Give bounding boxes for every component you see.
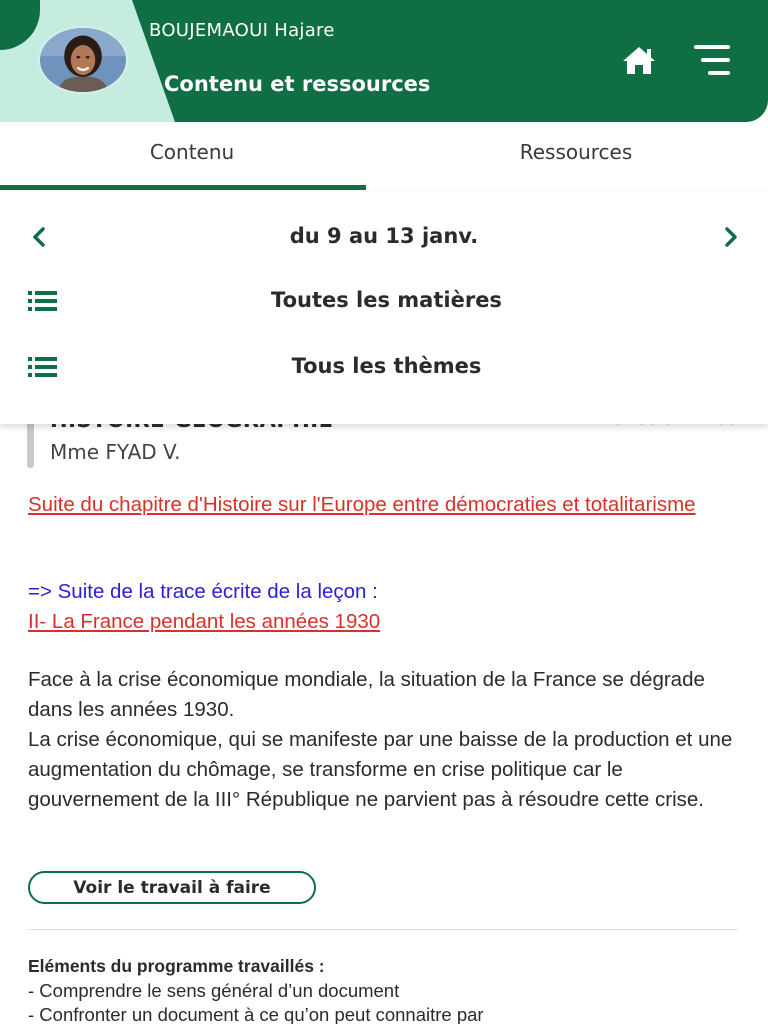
week-selector [0,208,768,264]
menu-button[interactable] [692,42,732,78]
section-title-link[interactable]: II- La France pendant les années 1930 [28,610,381,633]
week-label: du 9 au 13 janv. [289,224,479,248]
subjects-filter-label: Toutes les matières [271,288,502,312]
lesson-content [0,400,768,1024]
tab-ressources-label: Ressources [519,140,633,164]
paragraph-2: La crise économique, qui se manifeste par une baisse de la production et une augmentation du chômage, se transforme en crise politique car le gouvernement de la III° République ne parvient pas à résoudre cette crise. [28,728,733,811]
chevron-right-icon [716,222,746,252]
tab-ressources[interactable] [384,122,768,192]
home-button[interactable] [620,44,658,76]
tab-selected-indicator [0,185,366,190]
menu-icon [692,42,732,78]
app-header [0,0,768,122]
program-title: Eléments du programme travaillés : [28,956,325,976]
next-week-button[interactable] [716,222,746,252]
paragraph-1: Face à la crise économique mondiale, la situation de la France se dégrade dans les années 1930. [28,668,705,721]
themes-filter-label: Tous les thèmes [291,354,482,378]
subjects-filter[interactable] [0,276,768,326]
filters-panel [0,192,768,424]
trace-intro: => Suite de la trace écrite de la leçon : [28,580,378,603]
view-homework-button[interactable]: Voir le travail à faire [28,871,316,904]
themes-filter[interactable] [0,342,768,392]
page-title: Contenu et ressources [164,72,431,96]
tab-bar [0,122,768,192]
program-item: - Comprendre le sens général d’un document [28,980,400,1001]
lesson-paragraph [28,665,743,815]
divider [28,929,738,930]
home-icon [620,44,658,76]
avatar-portrait-icon [40,28,126,92]
tab-contenu-label: Contenu [149,140,235,164]
user-name: BOUJEMAOUI Hajare [149,20,335,41]
chapter-link[interactable]: Suite du chapitre d'Histoire sur l'Europe entre démocraties et totalitarisme [28,493,696,516]
teacher-name: Mme FYAD V. [50,440,181,464]
avatar[interactable] [38,26,128,94]
tab-contenu[interactable] [0,122,384,192]
program-item: - Confronter un document à ce qu’on peut connaitre par [28,1004,484,1024]
